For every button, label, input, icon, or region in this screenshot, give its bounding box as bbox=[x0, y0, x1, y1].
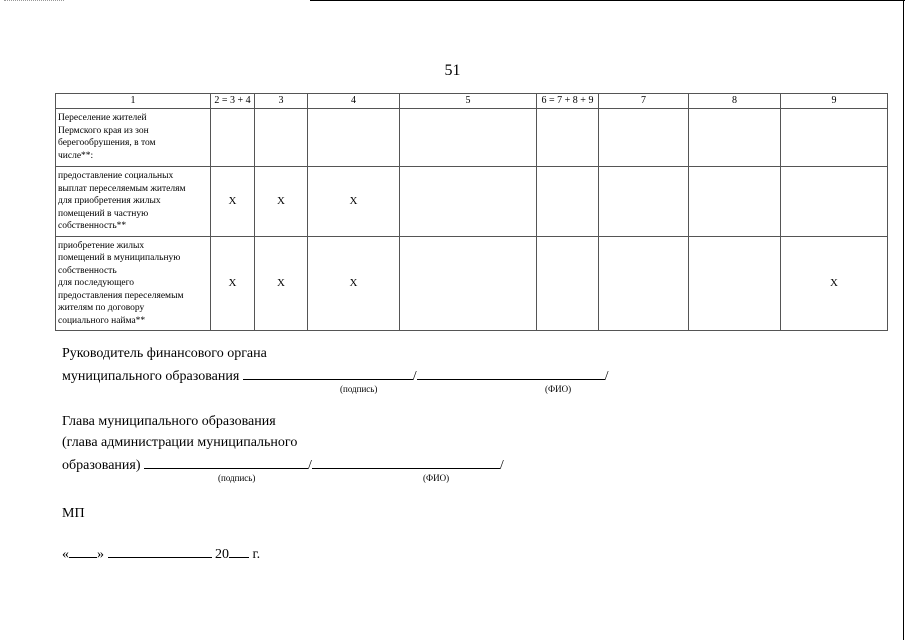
year-suffix: г. bbox=[252, 547, 261, 562]
column-header: 5 bbox=[400, 94, 537, 109]
table-cell bbox=[537, 236, 599, 331]
open-quote: « bbox=[62, 547, 69, 562]
year-field[interactable] bbox=[229, 545, 249, 558]
table-cell bbox=[689, 236, 781, 331]
table-cell: Х bbox=[308, 167, 400, 237]
caption-name: (ФИО) bbox=[545, 384, 572, 394]
end-slash: / bbox=[604, 369, 609, 384]
stamp-label: МП bbox=[62, 506, 85, 521]
table-cell: Х bbox=[255, 167, 308, 237]
month-field[interactable] bbox=[108, 545, 212, 558]
table-row bbox=[56, 167, 888, 237]
table-cell bbox=[211, 109, 255, 167]
finance-org-label: муниципального образования bbox=[62, 369, 240, 384]
table-cell: Х bbox=[255, 236, 308, 331]
scan-top-edge bbox=[310, 0, 905, 1]
column-header: 3 bbox=[255, 94, 308, 109]
column-header: 1 bbox=[56, 94, 211, 109]
table-cell bbox=[255, 109, 308, 167]
finance-name-field[interactable] bbox=[417, 367, 605, 380]
row-description: предоставление социальных выплат переселяемым жителям для приобретения жилых помещений в частную собственность** bbox=[56, 167, 211, 237]
table-row bbox=[56, 109, 888, 167]
table-cell bbox=[308, 109, 400, 167]
table-cell bbox=[400, 236, 537, 331]
finance-sign-field[interactable] bbox=[243, 367, 413, 380]
table-cell bbox=[781, 109, 888, 167]
table-cell: Х bbox=[308, 236, 400, 331]
day-field[interactable] bbox=[69, 545, 97, 558]
table-cell bbox=[537, 109, 599, 167]
table-cell bbox=[599, 236, 689, 331]
table-cell: Х bbox=[211, 236, 255, 331]
close-quote: » bbox=[97, 547, 104, 562]
caption-signature: (подпись) bbox=[218, 473, 256, 483]
finance-signature-line bbox=[62, 367, 609, 385]
table-cell bbox=[400, 167, 537, 237]
column-header: 4 bbox=[308, 94, 400, 109]
column-header: 7 bbox=[599, 94, 689, 109]
row-description: приобретение жилых помещений в муниципальную собственность для последующего предоставления переселяемым жителям по договору социального найма** bbox=[56, 236, 211, 331]
head-org-label: образования) bbox=[62, 458, 141, 473]
table-cell bbox=[599, 167, 689, 237]
head-signature-line bbox=[62, 456, 504, 474]
table-cell bbox=[400, 109, 537, 167]
table-header-row bbox=[56, 94, 888, 109]
separator-slash: / bbox=[308, 458, 312, 473]
date-line bbox=[62, 545, 260, 563]
column-header: 6 = 7 + 8 + 9 bbox=[537, 94, 599, 109]
table-cell bbox=[537, 167, 599, 237]
separator-slash: / bbox=[412, 369, 417, 384]
caption-name: (ФИО) bbox=[423, 473, 450, 483]
column-header: 2 = 3 + 4 bbox=[211, 94, 255, 109]
finance-head-title: Руководитель финансового органа bbox=[62, 346, 267, 361]
end-slash: / bbox=[499, 458, 504, 473]
table-cell: Х bbox=[781, 236, 888, 331]
table-cell: Х bbox=[211, 167, 255, 237]
scan-right-edge bbox=[903, 0, 904, 640]
head-title-line1: Глава муниципального образования bbox=[62, 414, 276, 429]
report-table bbox=[55, 93, 888, 331]
year-prefix: 20 bbox=[215, 547, 229, 562]
table-cell bbox=[689, 167, 781, 237]
table-cell bbox=[599, 109, 689, 167]
head-name-field[interactable] bbox=[312, 456, 500, 469]
column-header: 9 bbox=[781, 94, 888, 109]
column-header: 8 bbox=[689, 94, 781, 109]
table-cell bbox=[781, 167, 888, 237]
head-sign-field[interactable] bbox=[144, 456, 308, 469]
row-description: Переселение жителей Пермского края из зон берегообрушения, в том числе**: bbox=[56, 109, 211, 167]
scan-edge-mark bbox=[4, 0, 64, 1]
table-cell bbox=[689, 109, 781, 167]
head-title-line2: (глава администрации муниципального bbox=[62, 435, 298, 450]
page-number: 51 bbox=[444, 62, 461, 79]
table-row bbox=[56, 236, 888, 331]
caption-signature: (подпись) bbox=[340, 384, 378, 394]
